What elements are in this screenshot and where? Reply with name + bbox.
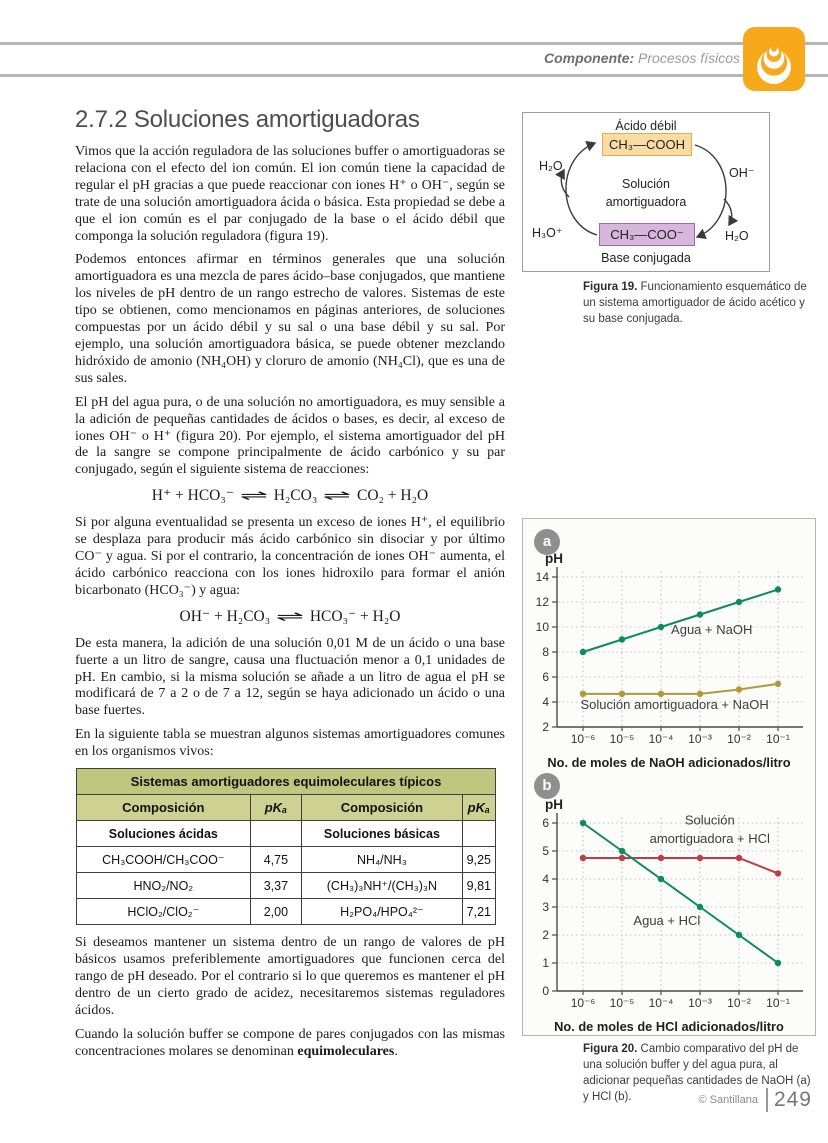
bold-term: equimoleculares: [297, 1043, 395, 1059]
acid-formula-box: CH₃—COOH: [602, 133, 692, 156]
chart-b-badge: b: [534, 773, 560, 799]
svg-text:amortiguadora + HCl: amortiguadora + HCl: [649, 831, 770, 847]
table-row: Soluciones ácidas Soluciones básicas: [77, 821, 496, 847]
header-rule-bottom: [0, 74, 828, 77]
svg-text:6: 6: [542, 670, 549, 684]
figure19-caption: Figura 19. Funcionamiento esquemático de un sistema amortiguador de ácido acético y su base conjugada.: [583, 281, 807, 325]
figure19-diagram: [522, 112, 770, 272]
chart-hcl: [527, 797, 811, 1034]
svg-text:14: 14: [535, 570, 549, 584]
chart-hcl-xlabel: No. de moles de HCl adicionados/litro: [554, 1019, 784, 1034]
publisher-logo-icon: [743, 27, 805, 91]
svg-text:1: 1: [542, 956, 549, 970]
page-number: 249: [773, 1088, 812, 1111]
buffer-solution-label: Solución amortiguadora: [605, 177, 687, 210]
svg-text:8: 8: [542, 645, 549, 659]
chart-naoh-plot: [527, 551, 811, 754]
water-label: H₂O: [539, 159, 563, 173]
svg-text:10⁻⁶: 10⁻⁶: [570, 996, 596, 1010]
reversible-arrow-icon: ⇌: [239, 488, 268, 505]
publisher-credit: © Santillana: [698, 1094, 758, 1106]
page-footer: [0, 1088, 812, 1112]
svg-text:10⁻²: 10⁻²: [727, 732, 751, 746]
table-header: pKₐ: [462, 795, 495, 821]
svg-text:10⁻⁴: 10⁻⁴: [648, 732, 674, 746]
water-label: H₂O: [725, 229, 749, 243]
page-title: 2.7.2 Soluciones amortiguadoras: [75, 106, 420, 133]
svg-text:10⁻⁵: 10⁻⁵: [609, 996, 635, 1010]
paragraph: Cuando la solución buffer se compone de pares conjugados con las mismas concentraciones molares se denominan equimoleculares.: [75, 1026, 505, 1059]
table-header: Composición: [77, 795, 251, 821]
footer-divider: [766, 1088, 768, 1112]
table-row: CH₃COOH/CH₃COO⁻ 4,75 NH₄/NH₃ 9,25: [77, 847, 496, 873]
svg-text:10⁻⁶: 10⁻⁶: [570, 732, 596, 746]
svg-text:10⁻³: 10⁻³: [688, 732, 712, 746]
paragraph: Si deseamos mantener un sistema dentro de un rango de valores de pH básicos usamos preferiblemente amortiguadores que funcionen cerca del rango de pH deseado. Por el contrario si lo que queremos es mantener el pH dentro de un cierto grado de acidez, necesitaremos sistemas reguladores ácidos.: [75, 935, 505, 1018]
reversible-arrow-icon: ⇌: [275, 608, 305, 625]
paragraph: En la siguiente tabla se muestran algunos sistemas amortiguadores comunes en los organismos vivos:: [75, 727, 505, 760]
svg-text:Solución: Solución: [684, 812, 735, 828]
svg-text:2: 2: [542, 928, 549, 942]
svg-text:10⁻⁴: 10⁻⁴: [648, 996, 674, 1010]
hydronium-label: H₃O⁺: [532, 226, 563, 240]
table-header: pKₐ: [250, 795, 302, 821]
main-text-column: [75, 106, 505, 1067]
paragraph: Si por alguna eventualidad se presenta un exceso de iones H⁺, el equilibrio se desplaza para producir más ácido carbónico sin disociar y por último CO⁻ y agua. Si por el contrario, la concentración de iones OH⁻ aumenta, el ácido carbónico reacciona con los iones hidroxilo para formar el anión bicarbonato (HCO₃⁻) y agua:: [75, 515, 505, 598]
table-title: Sistemas amortiguadores equimoleculares típicos: [77, 769, 496, 795]
header-component: [0, 50, 740, 66]
header-rule-top: [0, 42, 828, 45]
table-header: Composición: [302, 795, 463, 821]
paragraph: Vimos que la acción reguladora de las soluciones buffer o amortiguadoras se relaciona con el efecto del ion común. El ion común tiene la capacidad de regular el pH gracias a que puede reaccionar con iones H⁺ o OH⁻, según se trate de una solución amortiguadora ácida o básica. Esta propiedad se debe a que el ion común es el par conjugado de la base o el ácido débil que componga la solución reguladora (figura 19).: [75, 144, 505, 244]
svg-text:6: 6: [542, 816, 549, 830]
equation-bicarbonate: OH⁻ + H₂CO₃ ⇌ HCO₃⁻ + H₂O: [179, 607, 401, 625]
svg-text:10: 10: [535, 620, 549, 634]
svg-text:4: 4: [542, 872, 549, 886]
svg-text:10⁻¹: 10⁻¹: [766, 996, 790, 1010]
svg-text:pH: pH: [545, 797, 563, 812]
svg-text:Solución amortiguadora + NaOH: Solución amortiguadora + NaOH: [580, 696, 769, 712]
svg-text:5: 5: [542, 844, 549, 858]
chart-naoh-xlabel: No. de moles de NaOH adicionados/litro: [547, 755, 791, 770]
weak-acid-label: Ácido débil: [615, 119, 677, 133]
chart-naoh: [527, 551, 811, 770]
svg-text:10⁻⁵: 10⁻⁵: [609, 732, 635, 746]
svg-text:10⁻²: 10⁻²: [727, 996, 751, 1010]
svg-text:Agua + NaOH: Agua + NaOH: [671, 621, 753, 637]
svg-text:4: 4: [542, 695, 549, 709]
figure20-chart-panel: [522, 518, 816, 1036]
equation-carbonic: H⁺ + HCO₃⁻ ⇌ H₂CO₃ ⇌ CO₂ + H₂O: [151, 487, 429, 505]
paragraph: El pH del agua pura, o de una solución no amortiguadora, es muy sensible a la adición de pequeñas cantidades de ácidos o bases, es decir, al exceso de iones OH⁻ o H⁺ (figura 20). Por ejemplo, el sistema amortiguador del pH de la sangre se compone principalmente de ácido carbónico y su par conjugado, según el siguiente sistema de reacciones:: [75, 394, 505, 478]
figure20-caption: Figura 20. Cambio comparativo del pH de una solución buffer y del agua pura, al adicionar pequeñas cantidades de NaOH (a) y HCl (b).: [583, 1043, 811, 1103]
reversible-arrow-icon: ⇌: [323, 488, 352, 505]
paragraph: De esta manera, la adición de una solución 0,01 M de un ácido o una base fuerte a un litro de sangre, causa una fluctuación menor a 0,1 unidades de pH. En cambio, si la misma solución se añade a un litro de agua el pH se modificará de 7 a 2 o de 7 a 12, según se haya adicionado un ácido o una base fuertes.: [75, 635, 505, 719]
table-row: HClO₂/ClO₂⁻ 2,00 H₂PO₄/HPO₄²⁻ 7,21: [77, 899, 496, 925]
conjugate-base-label: Base conjugada: [601, 251, 691, 265]
chart-hcl-plot: [527, 797, 811, 1018]
svg-text:2: 2: [542, 720, 549, 734]
buffer-systems-table: [76, 768, 496, 925]
svg-text:pH: pH: [545, 551, 563, 566]
hydroxide-label: OH⁻: [729, 166, 755, 180]
svg-text:0: 0: [542, 984, 549, 998]
base-formula-box: CH₃—COO⁻: [599, 223, 695, 246]
svg-text:3: 3: [542, 900, 549, 914]
chart-a-badge: a: [534, 529, 560, 555]
component-value: Procesos físicos: [634, 50, 740, 66]
svg-text:10⁻¹: 10⁻¹: [766, 732, 790, 746]
svg-text:Agua + HCl: Agua + HCl: [633, 913, 701, 929]
paragraph: Podemos entonces afirmar en términos generales que una solución amortiguadora es una mezcla de pares ácido–base conjugados, que mantiene los niveles de pH dentro de un rango estrecho de valores. Sistemas de este tipo se obtienen, como mencionamos en páginas anteriores, de soluciones compuestas por un ácido débil y su sal o una base débil y su sal. Por ejemplo, una solución amortiguadora básica, se puede obtener mezclando hidróxido de amonio (NH₄OH) y cloruro de amonio (NH₄Cl), que es una de sus sales.: [75, 252, 505, 386]
component-label: Componente:: [543, 50, 635, 66]
svg-text:12: 12: [535, 595, 549, 609]
table-row: HNO₂/NO₂ 3,37 (CH₃)₃NH⁺/(CH₃)₃N 9,81: [77, 873, 496, 899]
svg-text:10⁻³: 10⁻³: [688, 996, 712, 1010]
